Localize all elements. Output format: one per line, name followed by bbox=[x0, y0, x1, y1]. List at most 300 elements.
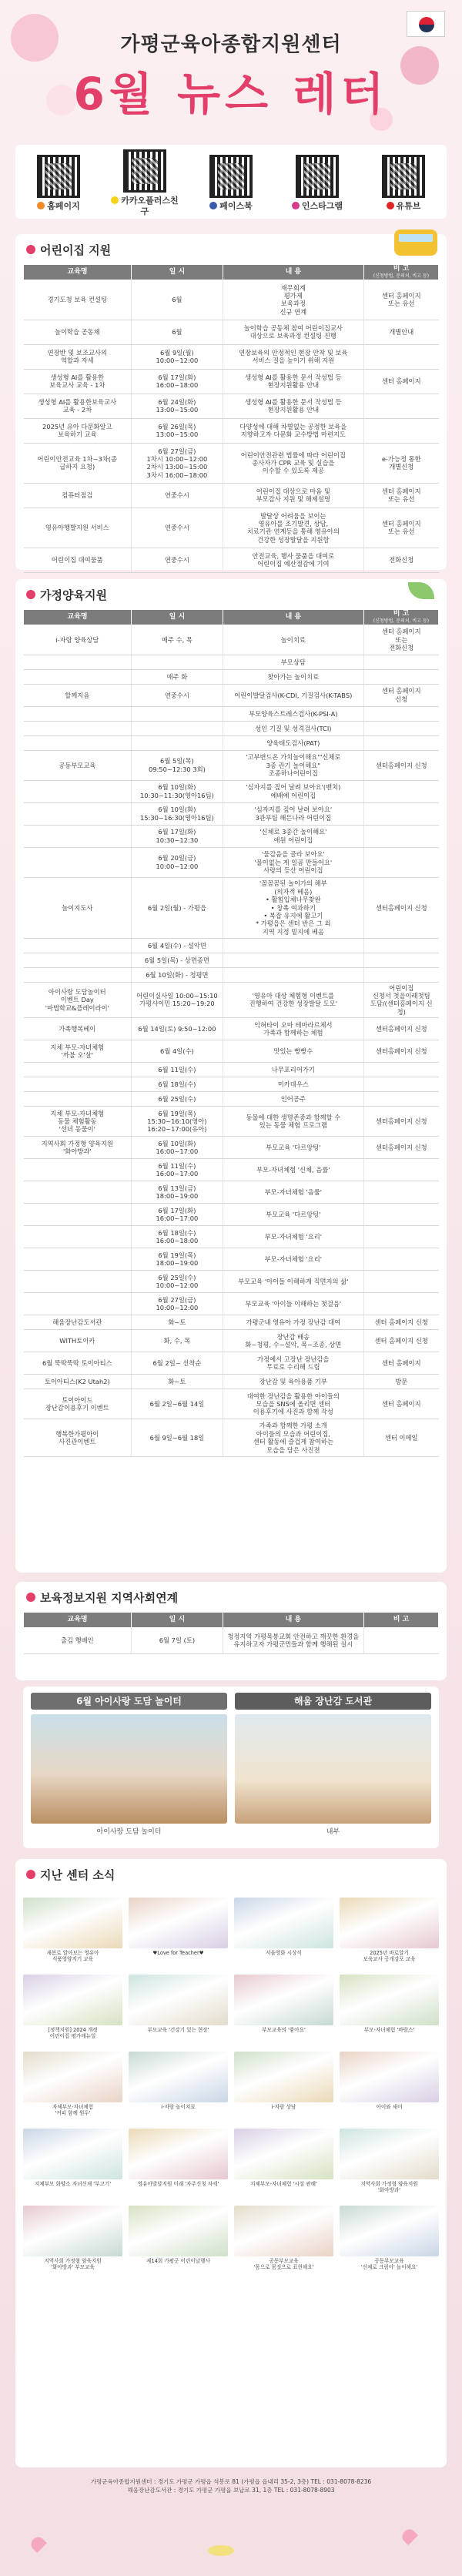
table-row bbox=[24, 780, 439, 802]
section-title: 어린이집 지원 bbox=[23, 240, 439, 264]
news-caption: 부모-자녀체험 '바람스' bbox=[363, 2027, 415, 2033]
table-row bbox=[24, 625, 439, 655]
table-cell-date: 6월 20일(금) 10:00~12:00 bbox=[132, 847, 223, 877]
table-cell-date: 6월 bbox=[132, 320, 223, 344]
table-cell-date: 6월 27일(금) 1차시 10:00~12:00 2차시 13:00~15:00 3차시 16:00~18:00 bbox=[132, 443, 223, 483]
table-cell-name: 놀이지도사 bbox=[24, 877, 132, 938]
social-link-label[interactable] bbox=[369, 201, 438, 212]
table-row bbox=[24, 1204, 439, 1226]
news-item bbox=[234, 2129, 333, 2199]
table-cell-note bbox=[363, 1271, 438, 1293]
social-link-text: 유튜브 bbox=[396, 201, 421, 212]
table-row bbox=[24, 1181, 439, 1204]
news-caption: 공동부모교육 '신체로 크림이' 놀이해요' bbox=[360, 2258, 418, 2270]
news-item bbox=[234, 1898, 333, 1968]
table-cell-content: 어린이발달검사(K-CDI, 기질검사(K-TABS) bbox=[223, 684, 363, 706]
table-header-note: (신청방법, 문의처, 비고 등) bbox=[373, 273, 430, 280]
social-link-label[interactable] bbox=[24, 201, 93, 212]
qr-code-icon[interactable] bbox=[123, 149, 166, 193]
table-cell-name bbox=[24, 1204, 132, 1226]
table-row bbox=[24, 1092, 439, 1107]
social-link-label[interactable] bbox=[110, 196, 179, 217]
table-row bbox=[24, 1389, 439, 1419]
qr-code-icon[interactable] bbox=[382, 155, 425, 198]
news-caption: ♥Love for Teacher♥ bbox=[152, 1950, 204, 1956]
table-row bbox=[24, 750, 439, 780]
table-cell-content: 가족과 함께한 가평 소개 아이들의 모습과 어린이집, 센터 활동에 즐겁게 참여하는 모습을 담은 사진전 bbox=[223, 1419, 363, 1457]
news-item bbox=[23, 1898, 122, 1968]
table-cell-note: 어린이집 신청서 첫을이래첫팀 도담/(센터홈페이지 신청) bbox=[363, 982, 438, 1017]
news-caption: 지역사회 가정형 양육지원 '화아방과' bbox=[360, 2181, 418, 2193]
center-address: 가평군육아종합지원센터 : 경기도 가평군 가평읍 석봉로 81 (가평읍 읍내리 35-2, 3층) TEL : 031-8078-8236 bbox=[90, 2478, 372, 2485]
table-header-cell: 비 고 (신청방법, 문의처, 비고 등) bbox=[363, 264, 438, 280]
table-cell-date bbox=[132, 735, 223, 750]
table-cell-name: 공동부모교육 bbox=[24, 750, 132, 780]
table-cell-name: 토이아이드 장난감이용후기 이벤트 bbox=[24, 1389, 132, 1419]
table-cell-note: 센터 홈페이지 또는 유선 bbox=[363, 280, 438, 320]
table-cell-date: 매주 화 bbox=[132, 669, 223, 684]
news-photo bbox=[129, 1975, 228, 2025]
table-cell-content bbox=[223, 938, 363, 953]
table-row bbox=[24, 507, 439, 548]
news-item bbox=[129, 1898, 228, 1968]
section-title: 보육정보지원 지역사회연계 bbox=[23, 1588, 439, 1612]
table-cell-name: 아이사랑 도담놀이터 이벤트 Day '마법학교&플레이라이' bbox=[24, 982, 132, 1017]
table-cell-name: WITH토이카 bbox=[24, 1330, 132, 1352]
table-row bbox=[24, 1159, 439, 1181]
table-header-row bbox=[24, 1612, 439, 1627]
table-row bbox=[24, 418, 439, 443]
table-cell-date: 6월 25일(수) 10:00~12:00 bbox=[132, 1271, 223, 1293]
news-caption: 부모교육의 '좋아요' bbox=[262, 2027, 306, 2033]
qr-code-icon[interactable] bbox=[296, 155, 339, 198]
table-cell-date: 6월 4일(수) - 설악면 bbox=[132, 938, 223, 953]
table-cell-note bbox=[363, 953, 438, 967]
table-cell-note bbox=[363, 967, 438, 982]
table-cell-content: 놀이학습 공동체 참여 어린이집교사 대상으로 보육과정 컨설팅 진행 bbox=[223, 320, 363, 344]
news-item bbox=[23, 2129, 122, 2199]
table-row bbox=[24, 344, 439, 369]
table-row bbox=[24, 443, 439, 483]
news-item bbox=[340, 1898, 439, 1968]
table-cell-name: 행복한가평아이 사진관이벤트 bbox=[24, 1419, 132, 1457]
section-title: 가정양육지원 bbox=[23, 585, 439, 609]
table-cell-name: 지역사회 가정형 양육지원 '화아방과' bbox=[24, 1137, 132, 1159]
table-cell-note: 센터홈페이지 신청 bbox=[363, 750, 438, 780]
table-header-note: (신청방법, 문의처, 비고 등) bbox=[373, 618, 430, 625]
news-photo bbox=[234, 1898, 333, 1948]
social-link[interactable] bbox=[196, 155, 266, 212]
table-cell-date: 6월 2일~6월 14일 bbox=[132, 1389, 223, 1419]
table-cell-content: 어린이집 대상으로 마음 및 부모감사 지원 및 해제설명 bbox=[223, 483, 363, 507]
table-cell-content: 생성형 AI를 활용한 문서 작성법 등 현장지원활용 안내 bbox=[223, 394, 363, 418]
table-cell-note bbox=[363, 802, 438, 825]
table-header-cell: 내 용 bbox=[223, 609, 363, 625]
table-cell-date: 6월 2일~ 선착순 bbox=[132, 1352, 223, 1375]
social-link-label[interactable] bbox=[283, 201, 352, 212]
table-cell-date: 6월 9일~6월 18일 bbox=[132, 1419, 223, 1457]
table-row bbox=[24, 394, 439, 418]
table-cell-name bbox=[24, 1077, 132, 1092]
news-item bbox=[129, 2052, 228, 2122]
instagram-icon bbox=[292, 202, 300, 209]
table-cell-date: 6월 17일(화) 16:00~18:00 bbox=[132, 369, 223, 394]
table-cell-date: 6월 26일(목) 13:00~15:00 bbox=[132, 418, 223, 443]
table-header-cell: 일 시 bbox=[132, 1612, 223, 1627]
social-link-text: 페이스북 bbox=[219, 201, 253, 212]
news-item bbox=[129, 2129, 228, 2199]
table-row bbox=[24, 982, 439, 1017]
table-header-cell: 내 용 bbox=[223, 1612, 363, 1627]
news-photo bbox=[129, 1898, 228, 1948]
table-row bbox=[24, 938, 439, 953]
news-item bbox=[129, 1975, 228, 2045]
table-row bbox=[24, 1107, 439, 1137]
table-cell-name: 어린이집 대여물품 bbox=[24, 548, 132, 572]
table-cell-name: 놀이학습 공동체 bbox=[24, 320, 132, 344]
table-cell-note: 센터 홈페이지 bbox=[363, 369, 438, 394]
table-row bbox=[24, 1226, 439, 1248]
table-cell-content: 발달상 어려움을 보이는 영유아를 조기발견, 상담, 치료기관 연계등을 통해 영유아의 건강한 성장발달을 지원함 bbox=[223, 507, 363, 548]
table-row bbox=[24, 1271, 439, 1293]
table-cell-name bbox=[24, 706, 132, 721]
table-cell-content: 생성형 AI를 활용한 문서 작성법 등 현장지원활용 안내 bbox=[223, 369, 363, 394]
news-caption: 지체부모 화양소 자녀신체 '부고기' bbox=[34, 2181, 112, 2187]
table-cell-date: 연중수시 bbox=[132, 483, 223, 507]
table-cell-date: 화, 수, 목 bbox=[132, 1330, 223, 1352]
table-cell-content: 놀이치료 bbox=[223, 625, 363, 655]
news-caption: 자체부모-자녀체험 '커피 함께 원두' bbox=[52, 2104, 94, 2116]
news-caption: 지역사회 가정형 양육지원 '화아방과' 부모교육 bbox=[44, 2258, 102, 2270]
news-item bbox=[340, 2206, 439, 2276]
news-caption: 공동부모교육 '몸으로 몸짓으로 표현해요' bbox=[253, 2258, 314, 2270]
table-cell-content: '심자지를 짚어 날려 보아요' 3관부팀 해든나라 어린이집 bbox=[223, 802, 363, 825]
news-caption: 아이와 새어 bbox=[376, 2104, 403, 2110]
table-row bbox=[24, 1627, 439, 1653]
playground-caption: 아이사랑 도담 놀이터 bbox=[96, 1828, 162, 1836]
table-row bbox=[24, 721, 439, 735]
table-cell-date: 6월 bbox=[132, 280, 223, 320]
daycare-table bbox=[23, 264, 439, 573]
table-cell-content: 청정지역 가평목봉교회 안전하고 깨끗한 환경을 유지하고자 가평군민들과 함께 행해된 실시 bbox=[223, 1627, 363, 1653]
table-row bbox=[24, 1040, 439, 1063]
news-caption: 영유아발달지원 미래 '자주신청 자세' bbox=[137, 2181, 219, 2187]
table-cell-date: 6월 17일(화) 10:30~12:30 bbox=[132, 825, 223, 847]
table-cell-content: 찾아가는 놀이치료 bbox=[223, 669, 363, 684]
playground-banner-title: 6월 아이사랑 도담 놀이터 bbox=[31, 1693, 227, 1710]
table-cell-name: 생성형 AI를 활용한 보육교사 교육 - 1차 bbox=[24, 369, 132, 394]
table-cell-date: 6월 10일(화) - 청평면 bbox=[132, 967, 223, 982]
table-cell-name: 생성형 AI를 활용한보육교사 교육 - 2차 bbox=[24, 394, 132, 418]
table-cell-content bbox=[223, 967, 363, 982]
table-cell-name bbox=[24, 655, 132, 669]
news-item bbox=[234, 2206, 333, 2276]
table-cell-name: 지체 부모-자녀체험 동물 체험활동 '선녀 동물이' bbox=[24, 1107, 132, 1137]
table-cell-name bbox=[24, 1159, 132, 1181]
table-cell-note bbox=[363, 1293, 438, 1315]
table-row bbox=[24, 1137, 439, 1159]
table-cell-name bbox=[24, 967, 132, 982]
news-item bbox=[23, 2206, 122, 2276]
table-cell-note: 센터 홈페이지 또는 전화신청 bbox=[363, 625, 438, 655]
table-row bbox=[24, 847, 439, 877]
table-cell-name bbox=[24, 669, 132, 684]
table-cell-name: 2025년 유아 다문화알고 보육하기 교육 bbox=[24, 418, 132, 443]
news-caption: 지체부모-자녀체험 '시설 관혜' bbox=[250, 2181, 317, 2187]
table-row bbox=[24, 877, 439, 938]
news-item bbox=[340, 1975, 439, 2045]
news-photo bbox=[234, 1975, 333, 2025]
toy-library-address: 해움장난감도서관 : 경기도 가평군 가평읍 보납로 31, 1층 TEL : 031-8078-8903 bbox=[127, 2486, 335, 2494]
news-photo bbox=[129, 2052, 228, 2102]
table-cell-content: 부모교육 '아이들 이해하는 첫걸음' bbox=[223, 1293, 363, 1315]
news-photo bbox=[23, 2206, 122, 2256]
table-cell-note: 센터홈페이지 신청 bbox=[363, 877, 438, 938]
news-item bbox=[234, 1975, 333, 2045]
news-photo bbox=[340, 2052, 439, 2102]
section-title: 지난 센터 소식 bbox=[23, 1865, 439, 1889]
table-header-cell: 일 시 bbox=[132, 609, 223, 625]
social-link-text: 카카오플러스친구 bbox=[121, 196, 179, 216]
table-header-cell: 교육명 bbox=[24, 609, 132, 625]
news-photo bbox=[129, 2206, 228, 2256]
table-cell-content: 장난감 및 육아용품 기부 bbox=[223, 1375, 363, 1389]
table-cell-content: 가평군내 영유아 가정 장난감 대여 bbox=[223, 1315, 363, 1330]
table-cell-note bbox=[363, 721, 438, 735]
table-cell-content: 어린이안전관련 법률에 따라 어린이집 종사자가 CPR 교육 및 실습을 이수할 수 있도록 제공 bbox=[223, 443, 363, 483]
table-cell-note bbox=[363, 780, 438, 802]
table-cell-date: 6월 7일 (토) bbox=[132, 1627, 223, 1653]
news-photo bbox=[23, 1898, 122, 1948]
table-row bbox=[24, 825, 439, 847]
table-cell-date: 6월 10일(화) 15:30~16:30(영아16팀) bbox=[132, 802, 223, 825]
table-cell-content: 부모-자녀체험 '요리' bbox=[223, 1248, 363, 1271]
table-cell-note: 센터홈페이지 신청 bbox=[363, 1137, 438, 1159]
table-row bbox=[24, 1063, 439, 1077]
table-cell-date: 6월 25일(수) bbox=[132, 1092, 223, 1107]
table-cell-content: 미카데우스 bbox=[223, 1077, 363, 1092]
table-row bbox=[24, 655, 439, 669]
table-cell-content: '물감음을 골라 보아요' '물이없는 게 일곱 만들어요' 사랑의 등산 어린이집 bbox=[223, 847, 363, 877]
table-cell-name bbox=[24, 1271, 132, 1293]
table-cell-name: 가족행복베이 bbox=[24, 1018, 132, 1040]
table-cell-name bbox=[24, 938, 132, 953]
table-cell-date: 6월 19일(목) 18:00~19:00 bbox=[132, 1248, 223, 1271]
table-cell-content: 안전교육, 행사 물품을 대여로 어린이집 예산절감에 기여 bbox=[223, 548, 363, 572]
info-table bbox=[23, 1612, 439, 1654]
table-cell-content: 부모교육 '다르앙팅' bbox=[223, 1204, 363, 1226]
table-cell-content: 나무포리어가기 bbox=[223, 1063, 363, 1077]
table-cell-content: 부모교육 '아이들 이해하게 직면지의 삶' bbox=[223, 1271, 363, 1293]
table-cell-name bbox=[24, 802, 132, 825]
table-cell-date: 연중수시 bbox=[132, 548, 223, 572]
home-icon bbox=[37, 202, 45, 209]
table-cell-note: 센터홈페이지 신청 bbox=[363, 1040, 438, 1063]
table-header-cell: 일 시 bbox=[132, 264, 223, 280]
table-header-cell: 비 고 (신청방법, 문의처, 비고 등) bbox=[363, 609, 438, 625]
table-cell-note: 센터홈페이지 신청 bbox=[363, 1107, 438, 1137]
bird-icon bbox=[208, 2545, 234, 2556]
table-cell-date: 6월 11일(수) 16:00~17:00 bbox=[132, 1159, 223, 1181]
table-cell-content: 성인 기질 및 성격검사(TCI) bbox=[223, 721, 363, 735]
table-cell-content bbox=[223, 953, 363, 967]
table-cell-note bbox=[363, 655, 438, 669]
table-cell-date: 6월 5일(목) - 상면종면 bbox=[132, 953, 223, 967]
table-cell-name: 해움장난감도서관 bbox=[24, 1315, 132, 1330]
table-header-cell: 비 고 bbox=[363, 1612, 438, 1627]
news-photo bbox=[23, 2129, 122, 2179]
news-item bbox=[23, 2052, 122, 2122]
table-cell-note bbox=[363, 1159, 438, 1181]
table-header-cell: 교육명 bbox=[24, 1612, 132, 1627]
table-cell-name: 연장반 및 보조교사의 역할과 자세 bbox=[24, 344, 132, 369]
table-row bbox=[24, 1077, 439, 1092]
table-cell-name: 토이아티스(K2 Utah2) bbox=[24, 1375, 132, 1389]
table-row bbox=[24, 1375, 439, 1389]
social-link[interactable] bbox=[110, 149, 179, 217]
news-photo bbox=[340, 1898, 439, 1948]
qr-code-icon[interactable] bbox=[209, 155, 253, 198]
table-cell-note bbox=[363, 1063, 438, 1077]
daycare-support-section bbox=[15, 234, 447, 570]
table-cell-note bbox=[363, 1226, 438, 1248]
qr-code-icon[interactable] bbox=[37, 155, 80, 198]
table-cell-name: 경기도청 보육 컨설팅 bbox=[24, 280, 132, 320]
table-cell-note bbox=[363, 1627, 438, 1653]
table-cell-content: 다양성에 대해 차별없는 공정한 보육을 지향하고자 다문화 교수방법 마련지도 bbox=[223, 418, 363, 443]
news-photo bbox=[340, 2206, 439, 2256]
kakao-icon bbox=[111, 196, 119, 204]
table-row bbox=[24, 684, 439, 706]
table-cell-name bbox=[24, 1248, 132, 1271]
facility-photo-banner bbox=[23, 1687, 439, 1848]
news-item bbox=[129, 2206, 228, 2276]
news-caption: i-자람 놀이치료 bbox=[161, 2104, 196, 2110]
youtube-icon bbox=[387, 202, 394, 209]
table-cell-content: '심자지를 짚어 날려 보아요'(밴치) 예배예 어린이집 bbox=[223, 780, 363, 802]
table-cell-name bbox=[24, 1063, 132, 1077]
table-cell-name: 출김 행배인 bbox=[24, 1627, 132, 1653]
table-cell-note bbox=[363, 735, 438, 750]
table-cell-content: 맛있는 빵빵수 bbox=[223, 1040, 363, 1063]
table-cell-date: 화~토 bbox=[132, 1375, 223, 1389]
table-cell-date: 6월 11일(수) bbox=[132, 1063, 223, 1077]
table-cell-note bbox=[363, 1248, 438, 1271]
org-name: 가평군육아종합지원센터 bbox=[120, 33, 342, 56]
table-cell-name bbox=[24, 780, 132, 802]
table-cell-name: 할께지음 bbox=[24, 684, 132, 706]
table-cell-date: 6월 2일(월) - 가평읍 bbox=[132, 877, 223, 938]
social-link-label[interactable] bbox=[196, 201, 266, 212]
table-cell-date: 화~토 bbox=[132, 1315, 223, 1330]
table-cell-note: 센터 홈페이지 bbox=[363, 1352, 438, 1375]
table-cell-note bbox=[363, 1204, 438, 1226]
social-link[interactable] bbox=[283, 155, 352, 212]
social-link[interactable] bbox=[24, 155, 93, 212]
bottom-decoration bbox=[0, 2514, 462, 2576]
news-photo bbox=[234, 2052, 333, 2102]
table-cell-date: 연중수시 bbox=[132, 684, 223, 706]
table-cell-name bbox=[24, 735, 132, 750]
table-cell-date: 매주 수, 목 bbox=[132, 625, 223, 655]
table-cell-note bbox=[363, 1077, 438, 1092]
table-row bbox=[24, 320, 439, 344]
table-cell-name bbox=[24, 1293, 132, 1315]
news-item bbox=[234, 2052, 333, 2122]
table-cell-note: 개별안내 bbox=[363, 320, 438, 344]
table-header-row bbox=[24, 609, 439, 625]
playground-photo bbox=[31, 1714, 227, 1824]
table-row bbox=[24, 1248, 439, 1271]
table-cell-note bbox=[363, 847, 438, 877]
news-photo bbox=[340, 2129, 439, 2179]
table-row bbox=[24, 1018, 439, 1040]
news-gallery bbox=[23, 1898, 439, 2276]
family-table bbox=[23, 609, 439, 1457]
table-cell-content: 부모교육 '다르앙팅' bbox=[223, 1137, 363, 1159]
table-cell-note: 방문 bbox=[363, 1375, 438, 1389]
table-cell-name: i-자람 양육상담 bbox=[24, 625, 132, 655]
table-cell-note: 센터 홈페이지 또는 유선 bbox=[363, 507, 438, 548]
table-cell-date bbox=[132, 655, 223, 669]
news-photo bbox=[234, 2206, 333, 2256]
table-cell-content: '신체로 3종간 놀이해요' 애원 어린이집 bbox=[223, 825, 363, 847]
table-row bbox=[24, 735, 439, 750]
table-cell-content: 부모-자녀체험 '음률' bbox=[223, 1181, 363, 1204]
table-header-cell: 교육명 bbox=[24, 264, 132, 280]
table-cell-date: 6월 27일(금) 10:00~12:00 bbox=[132, 1293, 223, 1315]
table-row bbox=[24, 706, 439, 721]
table-cell-content: 부모양육스트레스검사(K-PSI-A) bbox=[223, 706, 363, 721]
footer bbox=[0, 2478, 462, 2494]
table-cell-name: 컴퓨터점검 bbox=[24, 483, 132, 507]
news-photo bbox=[234, 2129, 333, 2179]
table-row bbox=[24, 1330, 439, 1352]
table-cell-content: '영유아 대상 체험형 이벤트를 진행하여 건강한 성장발달 도모' bbox=[223, 982, 363, 1017]
table-row bbox=[24, 369, 439, 394]
table-cell-date: 연중수시 bbox=[132, 507, 223, 548]
table-cell-name bbox=[24, 847, 132, 877]
table-cell-date: 6월 18일(수) 16:00~18:00 bbox=[132, 1226, 223, 1248]
table-cell-date: 6월 18일(수) bbox=[132, 1077, 223, 1092]
news-photo bbox=[23, 1975, 122, 2025]
table-cell-note: 센터 홈페이지 신청 bbox=[363, 1330, 438, 1352]
table-cell-content: 부모상담 bbox=[223, 655, 363, 669]
table-cell-note bbox=[363, 418, 438, 443]
toy-library-banner-title: 해움 장난감 도서관 bbox=[235, 1693, 431, 1710]
table-cell-content: 동물에 대한 생명존중과 함께할 수 있는 동물 체험 프로그램 bbox=[223, 1107, 363, 1137]
table-cell-date bbox=[132, 706, 223, 721]
table-cell-note: 센터 홈페이지 또는 유선 bbox=[363, 483, 438, 507]
table-cell-date: 6월 19일(목) 15:30~16:10(영아) 16:20~17:00(유아) bbox=[132, 1107, 223, 1137]
news-caption: 2025년 바로알기 보육교사 공개강포 교육 bbox=[363, 1950, 416, 1962]
social-link[interactable] bbox=[369, 155, 438, 212]
table-row bbox=[24, 953, 439, 967]
table-cell-content: 양육태도검사(PAT) bbox=[223, 735, 363, 750]
table-cell-content: 장난감 배송 화~청평, 수~설악, 목~조종, 상면 bbox=[223, 1330, 363, 1352]
table-row bbox=[24, 1352, 439, 1375]
news-item bbox=[340, 2129, 439, 2199]
family-support-section bbox=[15, 579, 447, 1573]
table-cell-note bbox=[363, 1181, 438, 1204]
table-header-row bbox=[24, 264, 439, 280]
table-cell-name bbox=[24, 1226, 132, 1248]
table-cell-name: 영유아행발지원 서비스 bbox=[24, 507, 132, 548]
table-cell-date: 어린이실사일 10:00~15:10 가평사이민 15:20~19:20 bbox=[132, 982, 223, 1017]
table-cell-note bbox=[363, 669, 438, 684]
social-link-text: 인스타그램 bbox=[301, 201, 343, 212]
table-cell-note: e-가능정 통한 개별신청 bbox=[363, 443, 438, 483]
